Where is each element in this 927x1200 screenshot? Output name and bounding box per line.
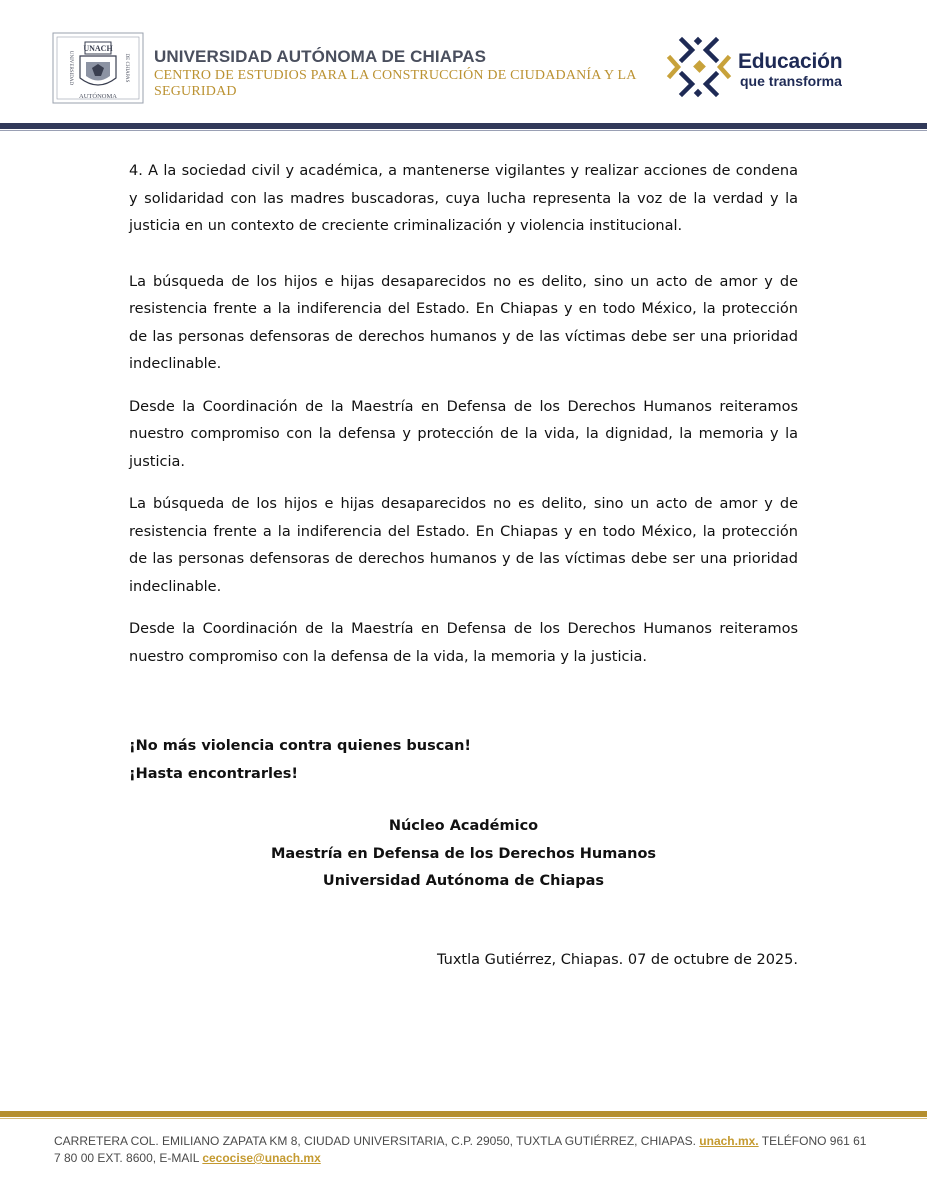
brand-title: Educación bbox=[738, 50, 843, 73]
svg-text:DE CHIAPAS: DE CHIAPAS bbox=[124, 53, 129, 83]
signature-line: Núcleo Académico bbox=[388, 818, 539, 834]
paragraph: La búsqueda de los hijos e hijas desaparecidos no es delito, sino un acto de amor y de resistencia frente a la indiferencia del Estado. En Chiapas y en todo México, la protección de las personas defensoras de derechos humanos y de las víctimas debe ser una prioridad indeclinable. bbox=[129, 273, 798, 372]
university-seal-logo bbox=[52, 32, 144, 104]
footer-address: CARRETERA COL. EMILIANO ZAPATA KM 8, CIUDAD UNIVERSITARIA, C.P. 29050, TUXTLA GUTIÉRREZ, CHIAPAS. bbox=[54, 1134, 696, 1148]
paragraph-item-4: 4. A la sociedad civil y académica, a mantenerse vigilantes y realizar acciones de condena y solidaridad con las madres buscadoras, cuya lucha representa la voz de la verdad y la justicia en un contexto de creciente criminalización y violencia institucional. bbox=[129, 163, 798, 234]
seal-text-bottom: AUTÓNOMA bbox=[79, 93, 117, 100]
email-link[interactable]: cecocise@unach.mx bbox=[202, 1151, 321, 1165]
education-brand-icon bbox=[664, 34, 734, 100]
footer-divider-thin bbox=[0, 1118, 927, 1119]
footer-divider bbox=[0, 1111, 927, 1117]
paragraph: Desde la Coordinación de la Maestría en Defensa de los Derechos Humanos reiteramos nuestro compromiso con la defensa y protección de la vida, la dignidad, la memoria y la justicia. bbox=[129, 398, 798, 470]
footer-phone: TELÉFONO 961 61 7 80 00 EXT. 8600, E-MAIL bbox=[54, 1134, 867, 1165]
svg-text:UNIVERSIDAD: UNIVERSIDAD bbox=[68, 50, 73, 86]
footer-contact bbox=[54, 1133, 874, 1167]
slogan-line: ¡Hasta encontrarles! bbox=[129, 766, 299, 782]
paragraph: Desde la Coordinación de la Maestría en Defensa de los Derechos Humanos reiteramos nuestro compromiso con la defensa de la vida, la memoria y la justicia. bbox=[129, 621, 798, 665]
header-divider-thin bbox=[0, 130, 927, 131]
letterhead bbox=[0, 0, 927, 130]
header-divider bbox=[0, 123, 927, 129]
slogan-line: ¡No más violencia contra quienes buscan! bbox=[129, 738, 472, 754]
document-body bbox=[129, 158, 798, 671]
place-and-date: Tuxtla Gutiérrez, Chiapas. 07 de octubre de 2025. bbox=[436, 952, 798, 968]
signature-line: Maestría en Defensa de los Derechos Humanos bbox=[270, 845, 657, 862]
signature-block bbox=[129, 813, 798, 896]
slogans bbox=[129, 732, 471, 788]
brand-subtitle: que transforma bbox=[740, 73, 842, 89]
signature-line: Universidad Autónoma de Chiapas bbox=[322, 873, 605, 889]
university-name: UNIVERSIDAD AUTÓNOMA DE CHIAPAS bbox=[154, 47, 487, 66]
website-link[interactable]: unach.mx. bbox=[699, 1134, 759, 1148]
paragraph: La búsqueda de los hijos e hijas desaparecidos no es delito, sino un acto de amor y de resistencia frente a la indiferencia del Estado. En Chiapas y en todo México, la protección de las personas defensoras de derechos humanos y de las víctimas debe ser una prioridad indeclinable. bbox=[129, 496, 798, 595]
svg-text:UNACH: UNACH bbox=[83, 44, 113, 53]
center-name: CENTRO DE ESTUDIOS PARA LA CONSTRUCCIÓN DE CIUDADANÍA Y LA SEGURIDAD bbox=[154, 68, 636, 99]
